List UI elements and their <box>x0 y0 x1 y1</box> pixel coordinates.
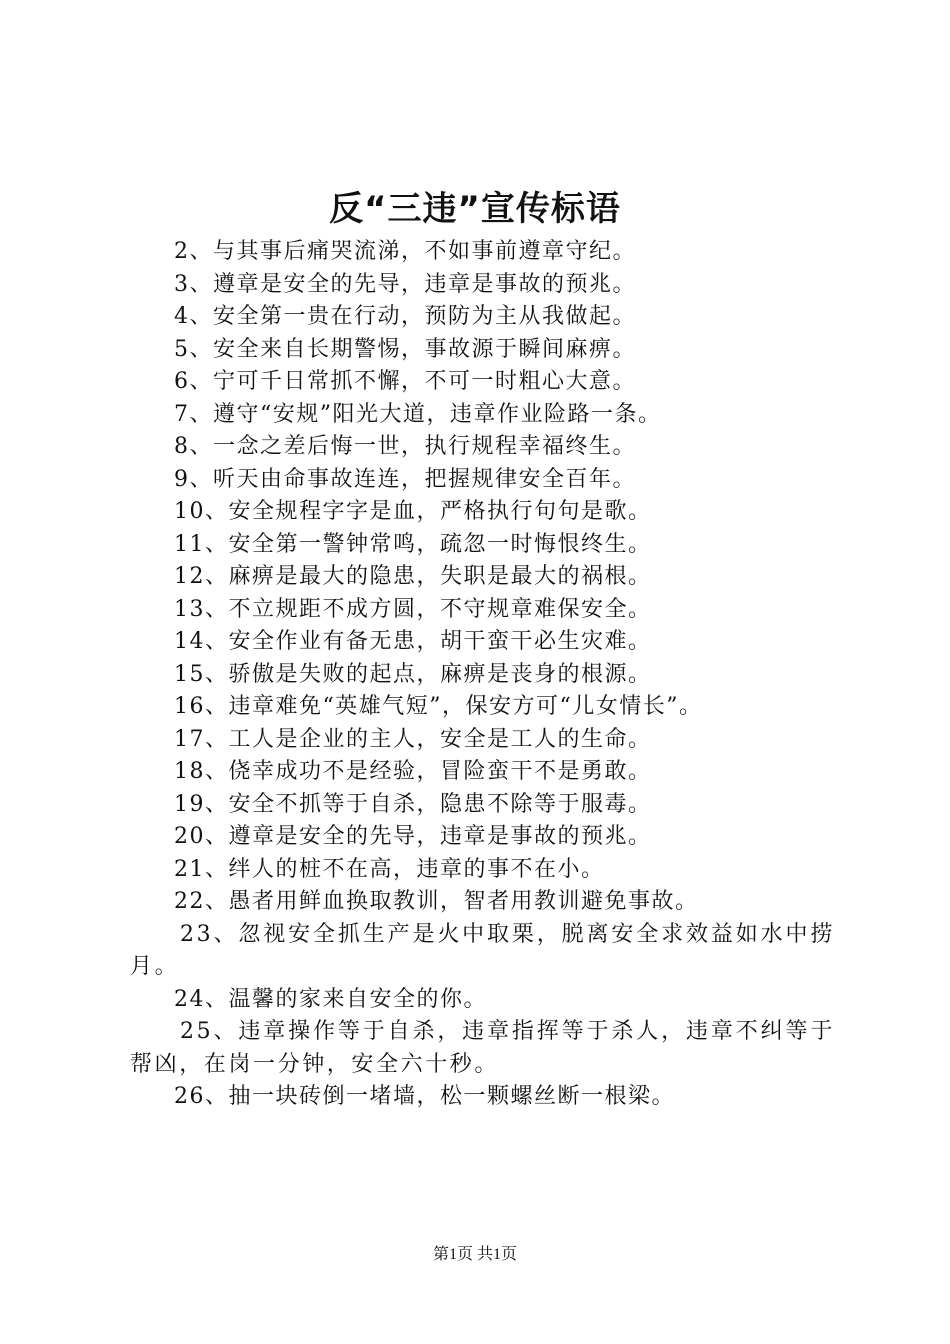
page-footer: 第1页 共1页 <box>432 1246 517 1263</box>
slogan-line: 19、安全不抓等于自杀，隐患不除等于服毒。 <box>174 791 652 817</box>
slogan-line: 12、麻痹是最大的隐患，失职是最大的祸根。 <box>174 564 652 589</box>
slogan-line: 4、安全第一贵在行动，预防为主从我做起。 <box>174 304 636 329</box>
document-title: 反“三违”宣传标语 <box>329 189 621 229</box>
slogan-line: 15、骄傲是失败的起点，麻痹是丧身的根源。 <box>174 661 652 687</box>
slogan-line: 17、工人是企业的主人，安全是工人的生命。 <box>174 726 652 752</box>
slogan-line: 20、遵章是安全的先导，违章是事故的预兆。 <box>174 824 652 849</box>
slogan-line: 22、愚者用鲜血换取教训，智者用教训避免事故。 <box>174 889 699 914</box>
slogan-line: 10、安全规程字字是血，严格执行句句是歌。 <box>174 499 652 524</box>
slogan-line: 11、安全第一警钟常鸣，疏忽一时悔恨终生。 <box>174 531 652 557</box>
slogan-paragraph: 23、忽视安全抓生产是火中取栗，脱离安全求效益如水中捞月。 <box>130 921 835 979</box>
slogan-line: 16、违章难免“英雄气短”，保安方可“儿女情长”。 <box>174 694 703 719</box>
slogan-line: 2、与其事后痛哭流涕，不如事前遵章守纪。 <box>174 239 636 264</box>
slogan-line: 6、宁可千日常抓不懈，不可一时粗心大意。 <box>174 369 636 394</box>
slogan-line: 7、遵守“安规”阳光大道，违章作业险路一条。 <box>174 401 662 427</box>
slogan-line: 8、一念之差后悔一世，执行规程幸福终生。 <box>174 434 636 459</box>
slogan-list <box>130 236 835 1114</box>
slogan-line: 21、绊人的桩不在高，违章的事不在小。 <box>174 856 605 882</box>
slogan-line: 5、安全来自长期警惕，事故源于瞬间麻痹。 <box>174 336 636 362</box>
slogan-line: 13、不立规距不成方圆，不守规章难保安全。 <box>174 596 652 622</box>
slogan-line: 9、听天由命事故连连，把握规律安全百年。 <box>174 466 636 492</box>
slogan-line: 14、安全作业有备无患，胡干蛮干必生灾难。 <box>174 629 652 654</box>
slogan-line: 26、抽一块砖倒一堵墙，松一颗螺丝断一根梁。 <box>174 1084 675 1109</box>
slogan-paragraph: 25、违章操作等于自杀，违章指挥等于杀人，违章不纠等于帮凶，在岗一分钟，安全六十秒。 <box>130 1019 835 1077</box>
slogan-line: 18、侥幸成功不是经验，冒险蛮干不是勇敢。 <box>174 759 652 784</box>
slogan-line: 24、温馨的家来自安全的你。 <box>174 986 487 1012</box>
slogan-line: 3、遵章是安全的先导，违章是事故的预兆。 <box>174 271 636 297</box>
